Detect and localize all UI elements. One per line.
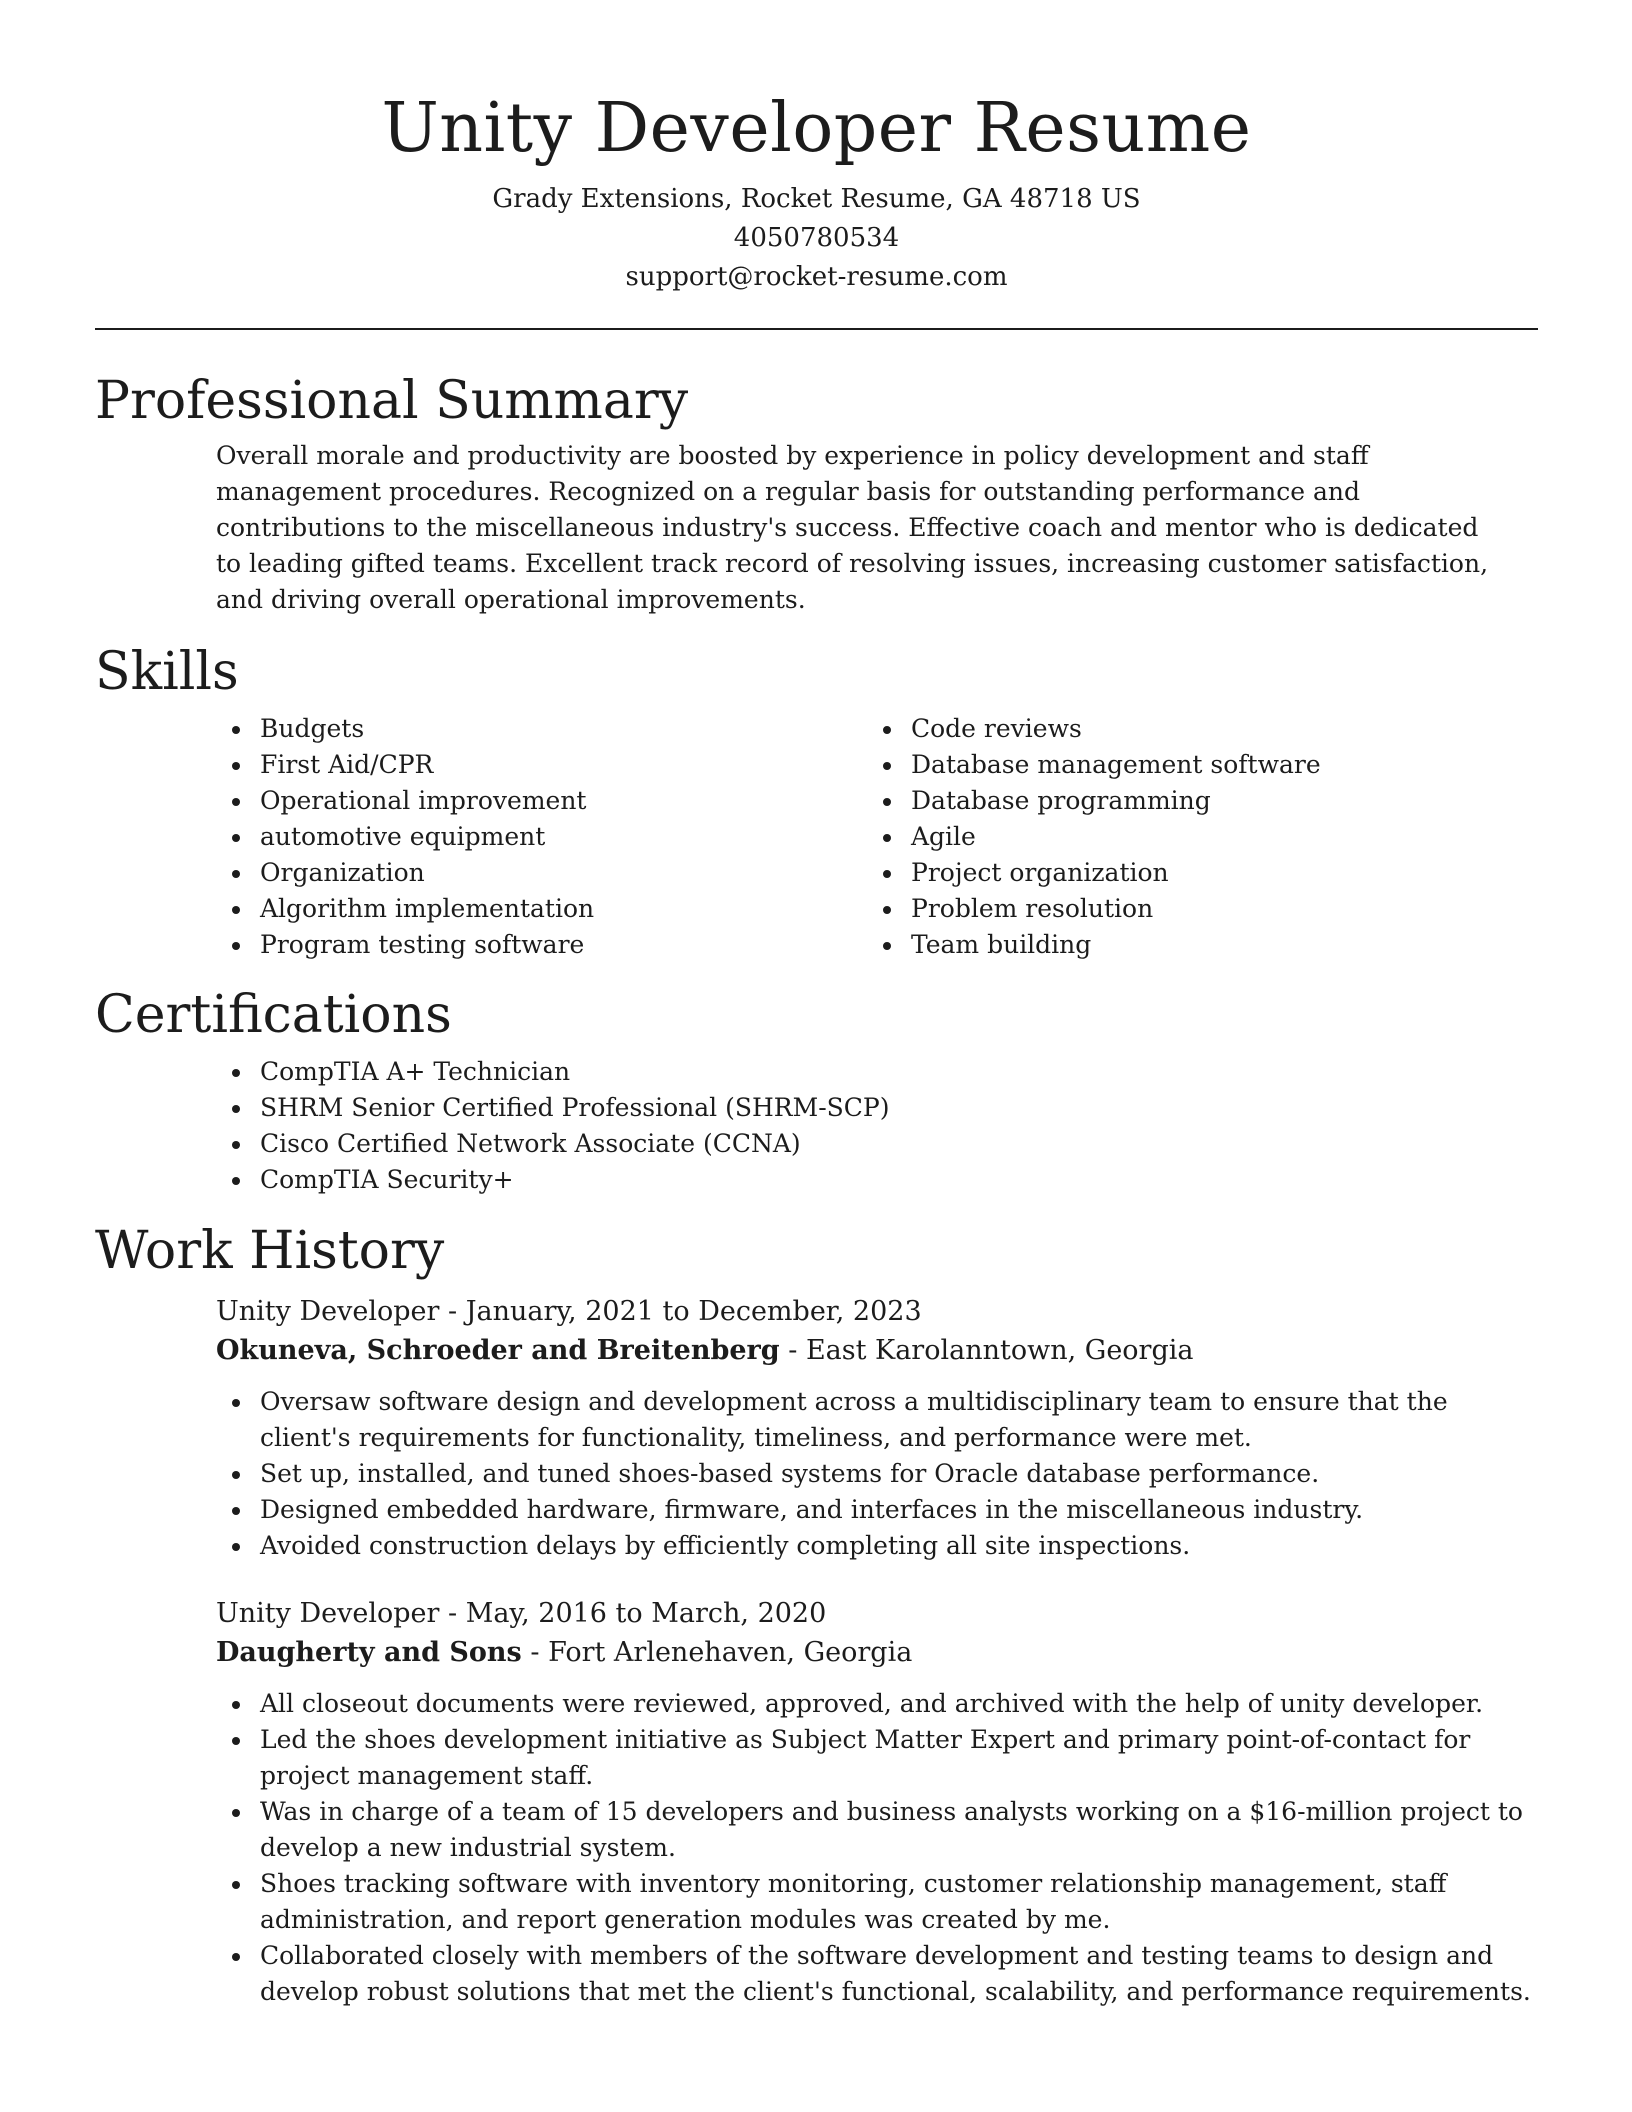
job-bullet: Led the shoes development initiative as Subject Matter Expert and primary point-of-contact for project management staff. [260,1722,1538,1794]
skills-column-right [867,711,1518,963]
work-history-section [95,1220,1538,2010]
job-bullet: Designed embedded hardware, firmware, and interfaces in the miscellaneous industry. [260,1492,1538,1528]
certification-item: CompTIA Security+ [260,1162,1538,1198]
skills-column-left [216,711,867,963]
job-bullet: Collaborated closely with members of the software development and testing teams to design and develop robust solutions that met the client's functional, scalability, and performance requirements. [260,1938,1538,2010]
job-dates: January, 2021 to December, 2023 [465,1296,922,1327]
certifications-body [216,1054,1538,1198]
job-location-separator: - [779,1335,806,1366]
skill-item: First Aid/CPR [260,747,867,783]
job-location: Fort Arlenehaven, Georgia [548,1637,913,1668]
skill-item: Project organization [911,855,1518,891]
job-title: Unity Developer [216,1296,440,1327]
certifications-heading: Certifications [95,985,452,1045]
resume-page [95,0,1538,2010]
skill-item: Organization [260,855,867,891]
job-dates-separator: - [439,1296,466,1327]
job-bullet: Was in charge of a team of 15 developers and business analysts working on a $16-million project to develop a new industrial system. [260,1794,1538,1866]
job-title-line [216,1594,1538,1633]
skill-item: Problem resolution [911,891,1518,927]
certification-item: CompTIA A+ Technician [260,1054,1538,1090]
resume-header [95,0,1538,297]
skill-item: Database programming [911,783,1518,819]
resume-title: Unity Developer Resume [381,89,1252,168]
skill-item: Team building [911,927,1518,963]
job-responsibilities [216,1384,1538,1564]
skill-item: Algorithm implementation [260,891,867,927]
skill-item: Database management software [911,747,1518,783]
job-entry [216,1292,1538,1564]
skills-section [95,641,1538,963]
job-company-line [216,1633,1538,1672]
job-title: Unity Developer [216,1598,440,1629]
job-bullet: Shoes tracking software with inventory monitoring, customer relationship management, staff administration, and report generation modules was created by me. [260,1866,1538,1938]
skill-item: automotive equipment [260,819,867,855]
certifications-list [216,1054,1538,1198]
job-company: Daugherty and Sons [216,1637,522,1668]
job-company-line [216,1331,1538,1370]
certifications-section [95,984,1538,1198]
summary-section [95,370,1538,618]
skill-item: Code reviews [911,711,1518,747]
certification-item: Cisco Certified Network Associate (CCNA) [260,1126,1538,1162]
summary-text: Overall morale and productivity are boosted by experience in policy development and staff management procedures. Recognized on a regular basis for outstanding performance and contributions to the miscellaneous industry's success. Effective coach and mentor who is dedicated to leading gifted teams. Excellent track record of resolving issues, increasing customer satisfaction, and driving overall operational improvements. [216,441,1489,614]
job-dates: May, 2016 to March, 2020 [465,1598,827,1629]
skills-columns [216,711,1538,963]
job-company: Okuneva, Schroeder and Breitenberg [216,1335,780,1366]
job-title-line [216,1292,1538,1331]
job-bullet: Avoided construction delays by efficiently completing all site inspections. [260,1528,1538,1564]
contact-info [95,180,1538,297]
skill-item: Program testing software [260,927,867,963]
job-bullet: Oversaw software design and development across a multidisciplinary team to ensure that the client's requirements for functionality, timeliness, and performance were met. [260,1384,1538,1456]
job-responsibilities [216,1686,1538,2010]
job-entry [216,1594,1538,2010]
email: support@rocket-resume.com [625,262,1008,292]
phone: 4050780534 [733,223,900,253]
address: Grady Extensions, Rocket Resume, GA 48718 US [492,184,1141,214]
certification-item: SHRM Senior Certified Professional (SHRM-SCP) [260,1090,1538,1126]
summary-heading: Professional Summary [95,371,689,431]
skill-item: Budgets [260,711,867,747]
job-location: East Karolanntown, Georgia [805,1335,1194,1366]
job-location-separator: - [521,1637,549,1668]
skills-list-right [867,711,1518,963]
job-bullet: Set up, installed, and tuned shoes-based systems for Oracle database performance. [260,1456,1538,1492]
skills-heading: Skills [95,642,239,702]
job-dates-separator: - [439,1598,466,1629]
work-history-heading: Work History [95,1221,445,1281]
header-divider [95,328,1538,330]
skills-list-left [216,711,867,963]
skill-item: Operational improvement [260,783,867,819]
job-bullet: All closeout documents were reviewed, approved, and archived with the help of unity developer. [260,1686,1538,1722]
skill-item: Agile [911,819,1518,855]
